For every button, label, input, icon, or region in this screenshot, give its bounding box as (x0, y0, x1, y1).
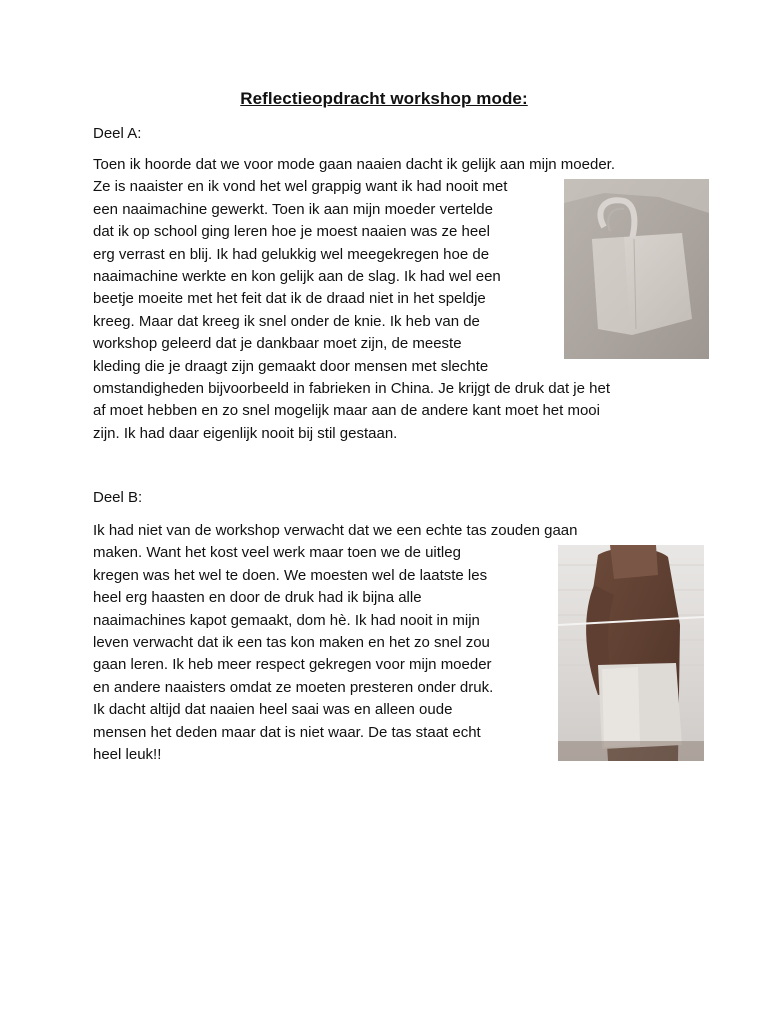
tote-bag-image (564, 179, 709, 359)
paragraph-line: beetje moeite met het feit dat ik de draad niet in het speldje (93, 290, 486, 308)
paragraph-line: leven verwacht dat ik een tas kon maken en het zo snel zou (93, 633, 490, 651)
paragraph-line: heel erg haasten en door de druk had ik bijna alle (93, 589, 422, 607)
paragraph-line: mensen het deden maar dat is niet waar. De tas staat echt (93, 723, 481, 741)
person-with-bag-image (558, 545, 704, 761)
paragraph-line: af moet hebben en zo snel mogelijk maar aan de andere kant moet het mooi (93, 402, 600, 420)
section-b-text (93, 520, 577, 766)
paragraph-line: gaan leren. Ik heb meer respect gekregen voor mijn moeder (93, 656, 492, 674)
paragraph-line: omstandigheden bijvoorbeeld in fabrieken in China. Je krijgt de druk dat je het (93, 379, 610, 397)
paragraph-line: heel leuk!! (93, 745, 162, 763)
person-with-bag-photo (558, 545, 704, 761)
paragraph-line: en andere naaisters omdat ze moeten presteren onder druk. (93, 678, 494, 696)
page-title: Reflectieopdracht workshop mode: (240, 89, 528, 108)
paragraph-line: kregen was het wel te doen. We moesten wel de laatste les (93, 566, 488, 584)
section-a-text (93, 154, 615, 445)
paragraph-line: naaimachine werkte en kon gelijk aan de slag. Ik had wel een (93, 267, 501, 285)
paragraph-line: maken. Want het kost veel werk maar toen we de uitleg (93, 544, 461, 562)
tote-bag-photo (564, 179, 709, 359)
paragraph-line: workshop geleerd dat je dankbaar moet zijn, de meeste (93, 335, 462, 353)
section-b-heading: Deel B: (93, 489, 143, 506)
paragraph-line: Ze is naaister en ik vond het wel grappig want ik had nooit met (93, 178, 508, 196)
paragraph-line: Ik dacht altijd dat naaien heel saai was en alleen oude (93, 701, 453, 719)
paragraph-line: een naaimachine gewerkt. Toen ik aan mijn moeder vertelde (93, 200, 493, 218)
section-a-heading: Deel A: (93, 125, 142, 142)
paragraph-line: naaimachines kapot gemaakt, dom hè. Ik had nooit in mijn (93, 611, 480, 629)
paragraph-line: Toen ik hoorde dat we voor mode gaan naaien dacht ik gelijk aan mijn moeder. (93, 156, 615, 173)
paragraph-line: zijn. Ik had daar eigenlijk nooit bij stil gestaan. (93, 424, 398, 442)
paragraph-line: Ik had niet van de workshop verwacht dat we een echte tas zouden gaan (93, 522, 578, 539)
paragraph-line: kreeg. Maar dat kreeg ik snel onder de knie. Ik heb van de (93, 312, 480, 330)
paragraph-line: kleding die je draagt zijn gemaakt door mensen met slechte (93, 357, 489, 375)
paragraph-line: dat ik op school ging leren hoe je moest naaien was ze heel (93, 223, 490, 241)
paragraph-line: erg verrast en blij. Ik had gelukkig wel meegekregen hoe de (93, 245, 490, 263)
